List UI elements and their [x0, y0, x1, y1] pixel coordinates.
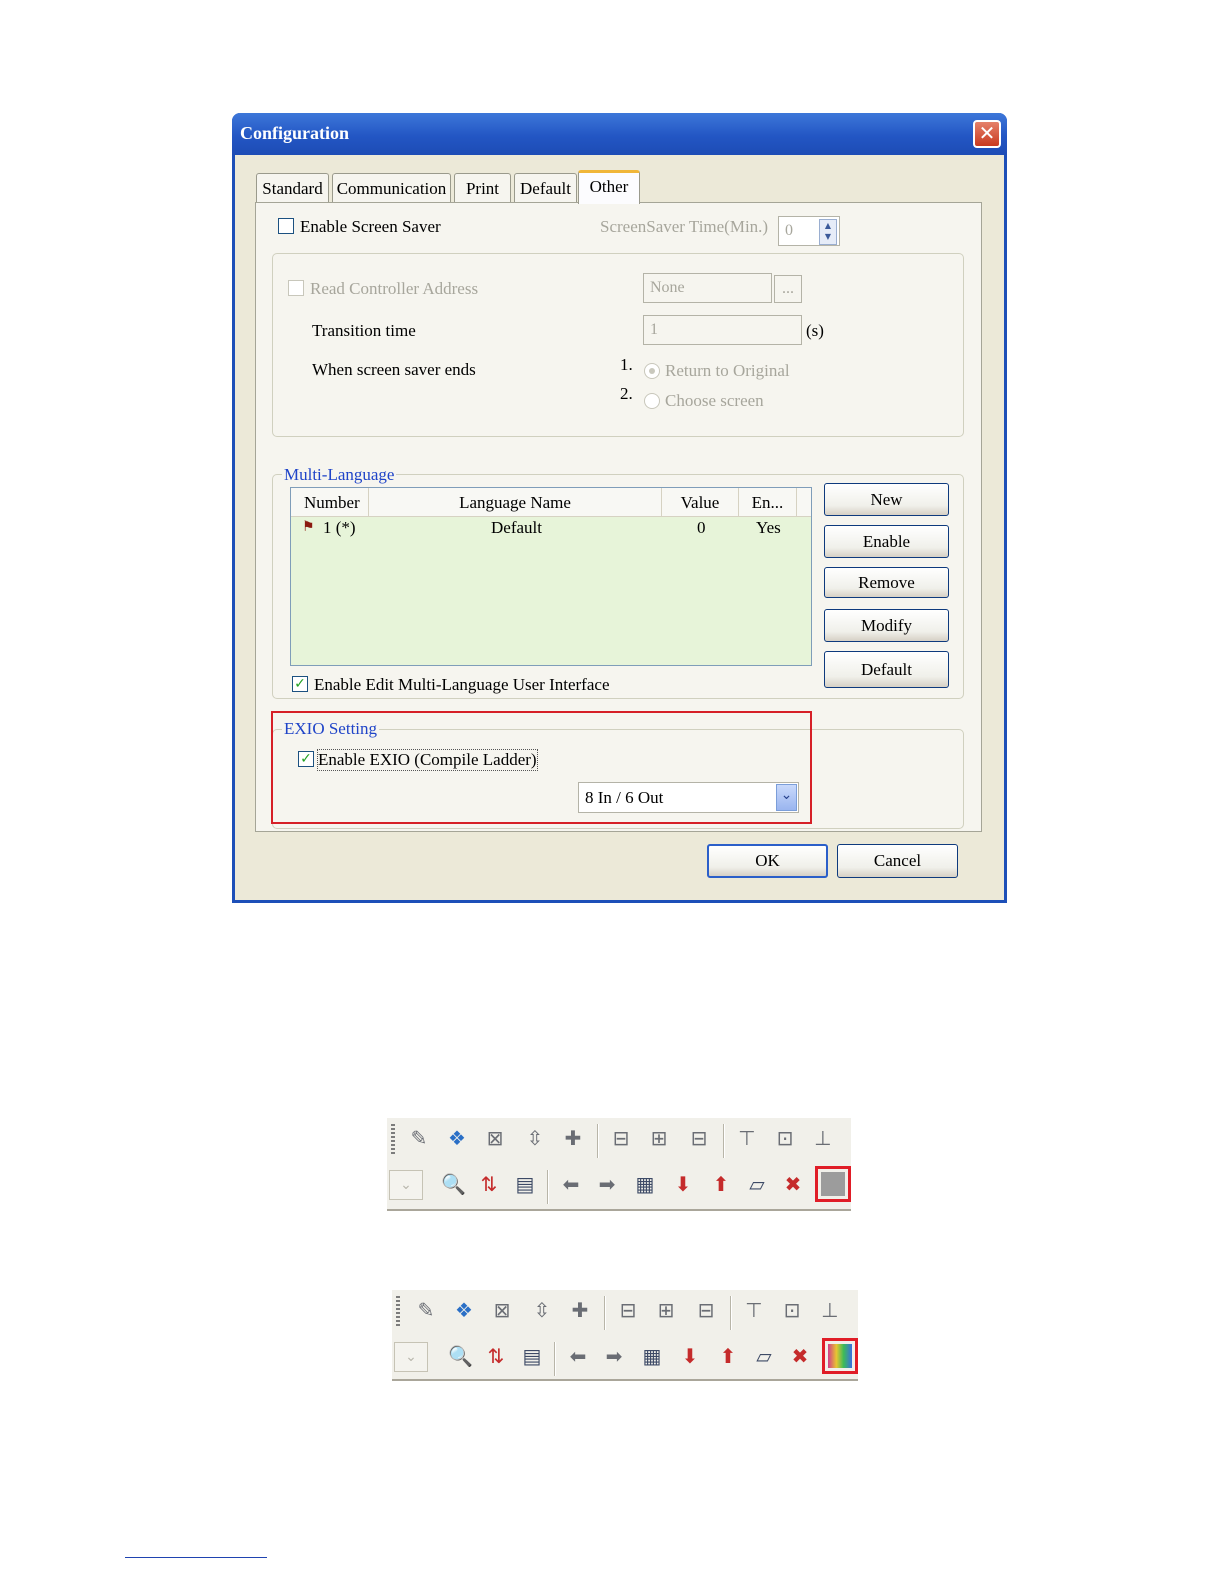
align-bottom-icon[interactable]: ⊥	[814, 1126, 832, 1150]
tab-label: Default	[520, 179, 571, 198]
toolbar-exio-on	[392, 1290, 858, 1381]
browse-address-button[interactable]: ...	[774, 275, 802, 303]
controller-address-field[interactable]: None	[643, 273, 772, 303]
dialog-title: Configuration	[240, 123, 350, 143]
toolbar-grip[interactable]	[391, 1124, 395, 1156]
column-header-language-name[interactable]: Language Name	[369, 488, 662, 516]
exio-io-select-value: 8 In / 6 Out	[585, 788, 664, 807]
read-controller-address-label: Read Controller Address	[310, 279, 479, 298]
chevron-down-icon[interactable]: ⌄	[394, 1342, 428, 1372]
column-header-value[interactable]: Value	[662, 488, 739, 516]
tab-print[interactable]	[454, 173, 511, 203]
screensaver-time-value: 0	[785, 222, 793, 239]
enable-language-button[interactable]: Enable	[824, 525, 949, 558]
undo-icon[interactable]: ⬅	[562, 1172, 580, 1196]
object-wizard-icon[interactable]: ❖	[448, 1126, 466, 1150]
center-horizontal-icon[interactable]: ⊠	[493, 1298, 511, 1322]
remove-language-button[interactable]: Remove	[824, 567, 949, 598]
align-vcenter-icon[interactable]: ⊡	[783, 1298, 801, 1322]
edit-pencil-icon[interactable]: ✎	[417, 1298, 435, 1322]
spinner-arrows-icon[interactable]: ▲ ▼	[819, 219, 837, 245]
return-to-original-label: Return to Original	[665, 361, 790, 380]
choose-screen-label: Choose screen	[665, 391, 764, 410]
toolbar-exio-off	[387, 1118, 851, 1211]
return-to-original-radio[interactable]	[644, 363, 660, 379]
align-top-icon[interactable]: ⊤	[745, 1298, 763, 1322]
language-enabled: Yes	[756, 518, 781, 537]
undo-icon[interactable]: ⬅	[569, 1344, 587, 1368]
align-left-icon[interactable]: ⊟	[612, 1126, 630, 1150]
ok-button[interactable]: OK	[707, 844, 828, 878]
tab-other[interactable]	[578, 170, 640, 204]
screensaver-time-label: ScreenSaver Time(Min.)	[600, 217, 769, 236]
default-language-button[interactable]: Default	[824, 651, 949, 688]
enable-exio-checkbox[interactable]: ✓	[298, 751, 314, 767]
properties-icon[interactable]: ▤	[522, 1344, 542, 1368]
align-middle-icon[interactable]: ⊞	[657, 1298, 675, 1322]
screen-saver-ends-label: When screen saver ends	[312, 360, 476, 379]
object-wizard-icon[interactable]: ❖	[455, 1298, 473, 1322]
option-2-number: 2.	[620, 384, 633, 403]
edit-pencil-icon[interactable]: ✎	[410, 1126, 428, 1150]
distribute-icon[interactable]: ⇳	[526, 1126, 544, 1150]
tab-default[interactable]	[514, 173, 577, 203]
properties-icon[interactable]: ▤	[515, 1172, 535, 1196]
close-icon[interactable]: ✕	[973, 120, 1001, 148]
tab-label: Standard	[262, 179, 323, 198]
align-middle-icon[interactable]: ⊞	[650, 1126, 668, 1150]
language-value: 0	[697, 518, 706, 537]
multi-language-group-label: Multi-Language	[284, 465, 395, 484]
replace-icon[interactable]: ⇅	[487, 1344, 505, 1368]
cancel-button[interactable]: Cancel	[837, 844, 958, 878]
choose-screen-radio[interactable]	[644, 393, 660, 409]
align-vcenter-icon[interactable]: ⊡	[776, 1126, 794, 1150]
toolbar-grip[interactable]	[396, 1296, 400, 1328]
align-right-icon[interactable]: ⊟	[690, 1126, 708, 1150]
distribute-icon[interactable]: ⇳	[533, 1298, 551, 1322]
enable-exio-label: Enable EXIO (Compile Ladder)	[318, 750, 537, 769]
option-1-number: 1.	[620, 355, 633, 374]
flag-icon: ⚑	[302, 519, 315, 535]
toolbar-row-layout	[387, 1118, 851, 1162]
find-icon[interactable]: 🔍	[441, 1172, 466, 1196]
toolbar-row-layout	[392, 1290, 858, 1334]
compile-icon[interactable]: ▦	[642, 1344, 662, 1368]
tab-standard[interactable]	[256, 173, 329, 203]
align-top-icon[interactable]: ⊤	[738, 1126, 756, 1150]
tab-label: Print	[465, 179, 500, 198]
delete-icon[interactable]: ✖	[791, 1344, 809, 1368]
language-number: 1 (*)	[323, 518, 356, 537]
modify-language-button[interactable]: Modify	[824, 609, 949, 642]
delete-icon[interactable]: ✖	[784, 1172, 802, 1196]
enable-screen-saver-checkbox[interactable]	[278, 218, 294, 234]
exio-highlight-box	[271, 711, 812, 824]
exio-setting-group-label: EXIO Setting	[284, 719, 378, 738]
title-bar[interactable]	[232, 113, 1007, 155]
language-list-header	[291, 488, 811, 517]
enable-edit-multi-language-label: Enable Edit Multi-Language User Interface	[314, 675, 610, 694]
toolbar-row-tools	[392, 1336, 858, 1380]
align-center-icon[interactable]: ✚	[571, 1298, 589, 1322]
tab-label: Communication	[336, 179, 447, 198]
transition-time-field[interactable]: 1	[643, 315, 802, 345]
column-header-number[interactable]: Number	[291, 488, 369, 516]
chevron-down-icon[interactable]: ⌄	[776, 784, 797, 811]
enable-edit-multi-language-checkbox[interactable]: ✓	[292, 676, 308, 692]
center-horizontal-icon[interactable]: ⊠	[486, 1126, 504, 1150]
read-controller-address-checkbox[interactable]	[288, 280, 304, 296]
align-center-icon[interactable]: ✚	[564, 1126, 582, 1150]
language-list[interactable]	[290, 487, 812, 666]
redo-icon[interactable]: ➡	[605, 1344, 623, 1368]
new-language-button[interactable]: New	[824, 483, 949, 516]
page-icon[interactable]: ▱	[749, 1172, 765, 1196]
upload-icon[interactable]: ⬆	[719, 1344, 737, 1368]
download-icon[interactable]: ⬇	[674, 1172, 692, 1196]
language-name: Default	[491, 518, 542, 537]
redo-icon[interactable]: ➡	[598, 1172, 616, 1196]
tab-label: Other	[589, 177, 629, 196]
tab-communication[interactable]	[332, 173, 451, 203]
chevron-down-icon[interactable]: ⌄	[389, 1170, 423, 1200]
compile-icon[interactable]: ▦	[635, 1172, 655, 1196]
exio-icon-highlight	[815, 1166, 851, 1202]
upload-icon[interactable]: ⬆	[712, 1172, 730, 1196]
exio-icon-highlight	[822, 1338, 858, 1374]
align-left-icon[interactable]: ⊟	[619, 1298, 637, 1322]
download-icon[interactable]: ⬇	[681, 1344, 699, 1368]
column-header-enabled[interactable]: En...	[739, 488, 797, 516]
toolbar-row-tools	[387, 1164, 851, 1208]
align-right-icon[interactable]: ⊟	[697, 1298, 715, 1322]
replace-icon[interactable]: ⇅	[480, 1172, 498, 1196]
enable-screen-saver-label: Enable Screen Saver	[300, 217, 441, 236]
transition-unit-label: (s)	[806, 321, 824, 340]
transition-time-label: Transition time	[312, 321, 416, 340]
page-icon[interactable]: ▱	[756, 1344, 772, 1368]
screensaver-time-spinner[interactable]	[778, 216, 840, 246]
footnote-rule	[125, 1557, 267, 1558]
find-icon[interactable]: 🔍	[448, 1344, 473, 1368]
align-bottom-icon[interactable]: ⊥	[821, 1298, 839, 1322]
